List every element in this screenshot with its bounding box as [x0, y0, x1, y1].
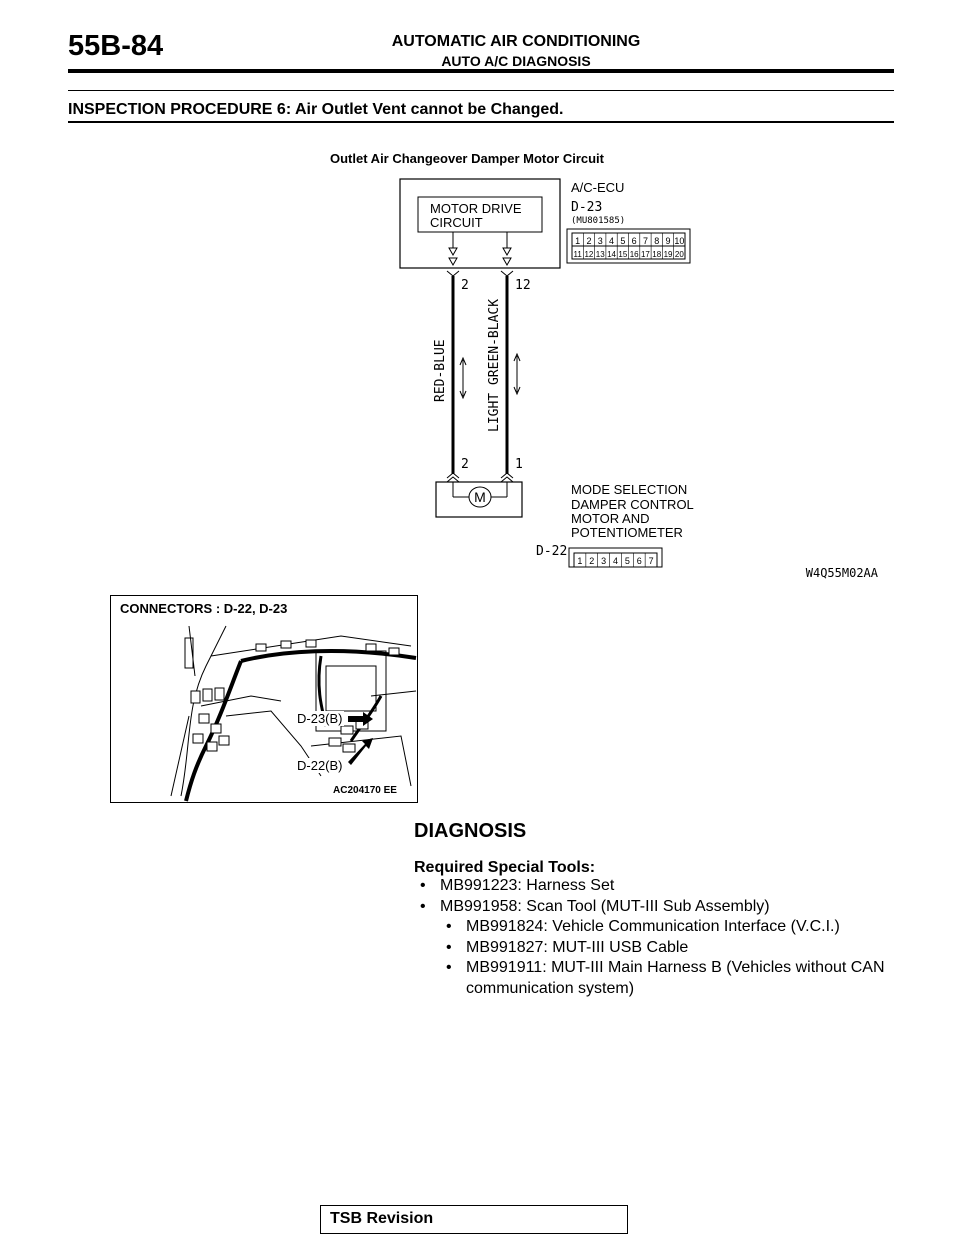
ecu-connector-face [567, 229, 690, 263]
tool-item: • MB991827: MUT-III USB Cable [446, 938, 900, 959]
ecu-pin-number: 12 [584, 250, 594, 259]
motor-drive-label-1: MOTOR DRIVE [430, 201, 522, 216]
arrow-left [460, 358, 466, 398]
motor-pin-number: 1 [577, 556, 583, 566]
bullet: • [446, 938, 452, 956]
motor-connector-id: D-22 [536, 544, 568, 559]
connector-location-illustration [111, 596, 417, 802]
bullet: • [446, 959, 452, 976]
label-d22: D-22(B) [297, 758, 343, 773]
motor-pin-number: 7 [648, 556, 654, 566]
ecu-pin-number: 13 [595, 250, 605, 259]
ecu-pin-number: 3 [597, 236, 603, 246]
motor-pin-right: 1 [515, 457, 523, 472]
motor-pin-left: 2 [461, 457, 469, 472]
ecu-pin-number: 16 [629, 250, 639, 259]
motor-drive-label-2: CIRCUIT [430, 215, 483, 230]
arrow-right [514, 354, 520, 394]
photo-figure-code: AC204170 EE [333, 785, 397, 796]
tool-list [420, 876, 900, 999]
footer-box [320, 1205, 628, 1234]
wire-label-left: RED-BLUE [433, 339, 448, 402]
bullet: • [420, 877, 426, 894]
motor-pin-number: 3 [601, 556, 607, 566]
motor-label-3: MOTOR AND [571, 511, 650, 526]
tool-item: • MB991958: Scan Tool (MUT-III Sub Assembly) [420, 897, 900, 918]
ecu-pin-number: 1 [575, 236, 581, 246]
circuit-diagram [0, 0, 960, 590]
section-subtitle: AUTO A/C DIAGNOSIS [441, 53, 591, 69]
ecu-pin-number: 10 [674, 236, 685, 246]
ecu-pin-number: 8 [654, 236, 660, 246]
diagnosis-heading: DIAGNOSIS [414, 820, 527, 842]
ecu-pin-number: 17 [640, 250, 650, 259]
motor-pin-number: 2 [589, 556, 595, 566]
motor-label-1: MODE SELECTION [571, 482, 688, 497]
motor-pin-number: 5 [624, 556, 630, 566]
tools-heading: Required Special Tools: [414, 859, 596, 876]
motor-label-2: DAMPER CONTROL [571, 497, 694, 512]
label-d23: D-23(B) [297, 711, 343, 726]
circuit-title: Outlet Air Changeover Damper Motor Circuit [330, 151, 604, 166]
tsb-revision-label: TSB Revision [330, 1210, 434, 1227]
ecu-pin-number: 15 [618, 250, 628, 259]
ecu-pin-number: 4 [609, 236, 615, 246]
wire-label-right: LIGHT GREEN-BLACK [487, 298, 502, 432]
tool-item: • MB991824: Vehicle Communication Interface (V.C.I.) [446, 917, 900, 938]
ecu-pin-number: 7 [642, 236, 648, 246]
bullet: • [446, 918, 452, 935]
tool-item: • MB991223: Harness Set [420, 876, 900, 897]
procedure-title: INSPECTION PROCEDURE 6: Air Outlet Vent cannot be Changed. [68, 101, 564, 118]
tool-item: • MB991911: MUT-III Main Harness B (Vehicles without CAN communication system) [446, 959, 885, 997]
motor-symbol-letter: M [474, 489, 486, 505]
ecu-pin-left: 2 [461, 278, 469, 293]
ecu-pin-right: 12 [515, 278, 531, 293]
ecu-pin-number: 6 [631, 236, 637, 246]
ecu-connector-id: D-23 [571, 200, 603, 215]
motor-connector-face [569, 548, 662, 567]
ecu-pin-number: 19 [663, 250, 673, 259]
terminal-symbol-right [503, 248, 511, 255]
bullet: • [420, 897, 426, 915]
terminal-symbol-left [449, 248, 457, 255]
ecu-part-number: (MU801585) [571, 216, 626, 226]
circuit-figure-code: W4Q55M02AA [805, 566, 878, 580]
ecu-label: A/C-ECU [571, 180, 625, 195]
connectors-title: CONNECTORS : D-22, D-23 [120, 601, 288, 616]
ecu-pin-number: 9 [665, 236, 671, 246]
ecu-pin-number: 5 [620, 236, 626, 246]
page-number: 55B-84 [68, 30, 164, 62]
ecu-pin-number: 11 [573, 250, 582, 259]
motor-pin-number: 6 [636, 556, 642, 566]
motor-label-4: POTENTIOMETER [571, 525, 683, 540]
ecu-pin-number: 20 [674, 250, 684, 259]
motor-pin-number: 4 [612, 556, 619, 566]
ecu-pin-number: 2 [586, 236, 592, 246]
ecu-pin-number: 18 [652, 250, 662, 259]
section-title: AUTOMATIC AIR CONDITIONING [391, 33, 641, 50]
connector-location-photo [110, 595, 418, 803]
ecu-pin-number: 14 [607, 250, 617, 259]
